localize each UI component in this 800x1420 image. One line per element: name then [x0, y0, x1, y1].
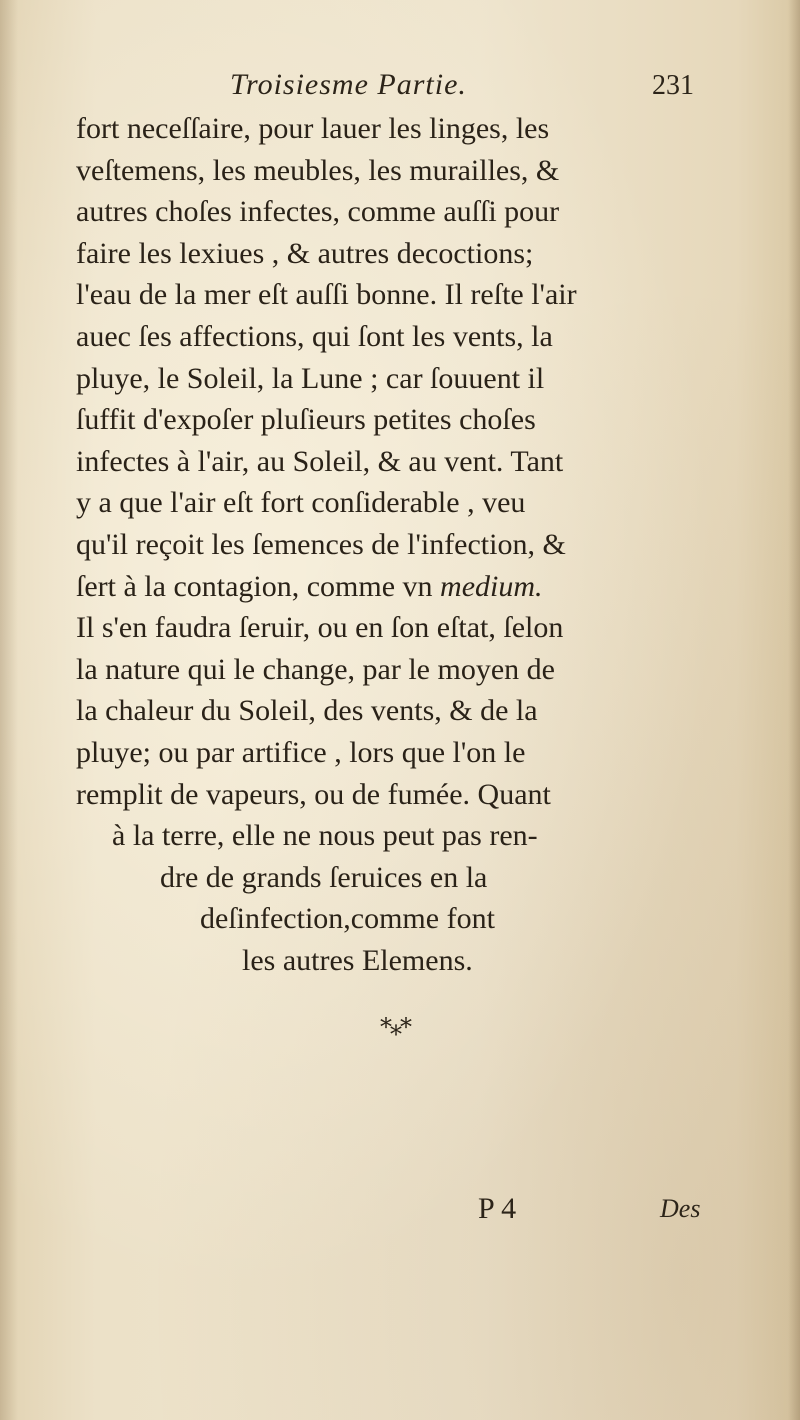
- text-line: qu'il reçoit les ſemences de l'infection, &: [76, 528, 566, 561]
- text-line: remplit de vapeurs, ou de fumée. Quant: [76, 777, 551, 811]
- text-line: y a que l'air eſt fort conſiderable , veu: [76, 486, 526, 520]
- italic-word: medium.: [440, 569, 543, 603]
- asterism-ornament: *⁎*: [380, 1013, 410, 1041]
- text-line: la chaleur du Soleil, des vents, & de la: [76, 694, 538, 728]
- text-line: l'eau de la mer eſt auſſi bonne. Il reſte l'air: [76, 278, 577, 312]
- running-head: Troisiesme Partie.: [230, 68, 467, 101]
- signature-mark: P 4: [478, 1192, 517, 1225]
- text-line: faire les lexiues , & autres decoctions;: [76, 236, 534, 270]
- text-line: auec ſes affections, qui ſont les vents, la: [76, 320, 553, 353]
- text-line: veſtemens, les meubles, les murailles, &: [76, 153, 560, 187]
- page-number: 231: [652, 70, 694, 101]
- text-line: Il s'en faudra ſeruir, ou en ſon eſtat, ſelon: [76, 611, 564, 645]
- text-line: dre de grands ſeruices en la: [160, 860, 488, 894]
- text-line: pluye; ou par artifice , lors que l'on le: [76, 736, 526, 769]
- text-line: deſinfection,comme font: [200, 902, 495, 936]
- text-line: fort neceſſaire, pour lauer les linges, les: [76, 112, 550, 145]
- text-line: à la terre, elle ne nous peut pas ren-: [112, 819, 538, 853]
- text-line-roman: ſert à la contagion, comme vn: [76, 569, 441, 603]
- catchword: Des: [660, 1194, 701, 1223]
- text-line: la nature qui le change, par le moyen de: [76, 652, 555, 686]
- text-line: autres choſes infectes, comme auſſi pour: [76, 195, 560, 229]
- spine-shadow: [0, 0, 18, 1420]
- text-line: ſuffit d'expoſer pluſieurs petites choſes: [76, 403, 536, 437]
- text-line: les autres Elemens.: [242, 944, 473, 977]
- text-line: [76, 566, 543, 608]
- page-edge-shadow: [788, 0, 800, 1420]
- text-line: infectes à l'air, au Soleil, & au vent. Tant: [76, 444, 564, 478]
- text-line: pluye, le Soleil, la Lune ; car ſouuent il: [76, 361, 545, 395]
